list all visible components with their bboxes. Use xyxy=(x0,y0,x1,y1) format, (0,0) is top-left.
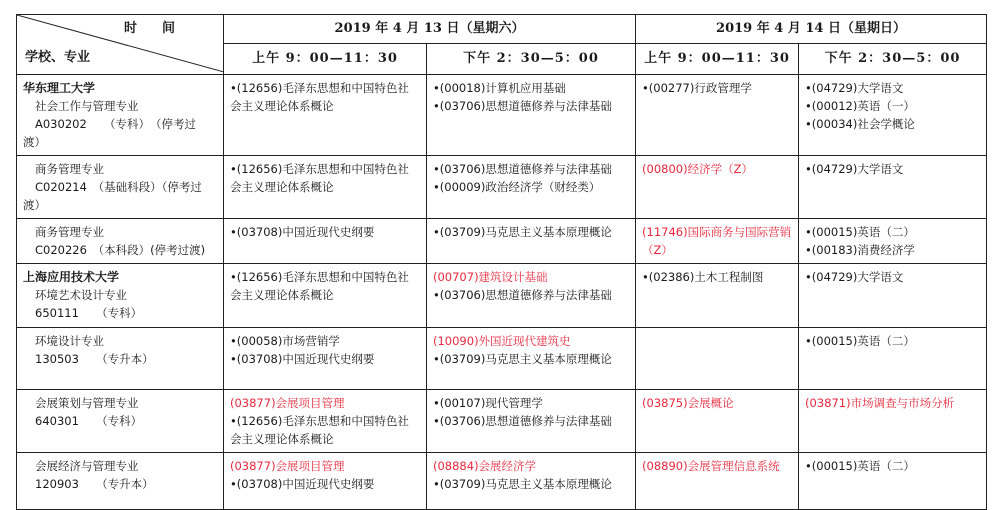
major-code: C020214 （基础科段）（停考过 xyxy=(35,180,202,194)
schedule-row xyxy=(17,264,987,328)
university-name: 上海应用技术大学 xyxy=(23,270,120,284)
exam-cell xyxy=(636,75,799,156)
exam-cell xyxy=(224,453,427,510)
course-entry: (08890)会展管理信息系统 xyxy=(642,459,780,473)
major-name: 环境设计专业 xyxy=(35,334,104,348)
school-major-cell xyxy=(17,328,224,390)
major-name: 社会工作与管理专业 xyxy=(35,99,139,113)
course-entry: •(00015)英语（二） xyxy=(805,334,915,348)
course-entry: •(03709)马克思主义基本原理概论 xyxy=(433,225,612,239)
date-header-day1: 2019 年 4 月 13 日（星期六） xyxy=(224,15,636,44)
course-entry: •(00277)行政管理学 xyxy=(642,81,752,95)
course-entry: •(03708)中国近现代史纲要 xyxy=(230,352,375,366)
exam-cell xyxy=(636,390,799,453)
exam-cell xyxy=(799,390,987,453)
exam-cell xyxy=(427,75,636,156)
course-entry: (03877)会展项目管理 xyxy=(230,459,345,473)
course-entry: •(00058)市场营销学 xyxy=(230,334,340,348)
session-header: 上午 9：00—11：30 xyxy=(224,44,427,75)
school-major-cell xyxy=(17,156,224,219)
session-header: 下午 2：30—5：00 xyxy=(799,44,987,75)
university-name: 华东理工大学 xyxy=(23,81,96,95)
exam-cell xyxy=(799,328,987,390)
school-major-cell xyxy=(17,390,224,453)
exam-cell xyxy=(636,264,799,328)
course-entry: •(03708)中国近现代史纲要 xyxy=(230,477,375,491)
course-entry: (03875)会展概论 xyxy=(642,396,734,410)
school-major-cell xyxy=(17,219,224,264)
corner-time-label: 时 间 xyxy=(123,21,181,36)
course-entry: •(00018)计算机应用基础 xyxy=(433,81,566,95)
course-entry: (08884)会展经济学 xyxy=(433,459,537,473)
session-header: 上午 9：00—11：30 xyxy=(636,44,799,75)
exam-cell xyxy=(799,75,987,156)
exam-cell xyxy=(636,219,799,264)
course-entry: •(03706)思想道德修养与法律基础 xyxy=(433,414,612,428)
schedule-row xyxy=(17,390,987,453)
course-entry: •(03708)中国近现代史纲要 xyxy=(230,225,375,239)
exam-cell xyxy=(224,75,427,156)
course-entry: (03871)市场调查与市场分析 xyxy=(805,396,955,410)
course-entry: •(04729)大学语文 xyxy=(805,270,904,284)
course-entry: •(12656)毛泽东思想和中国特色社会主义理论体系概论 xyxy=(230,414,409,446)
exam-cell xyxy=(224,219,427,264)
course-entry: •(03709)马克思主义基本原理概论 xyxy=(433,352,612,366)
major-name: 环境艺术设计专业 xyxy=(35,288,127,302)
exam-cell xyxy=(636,453,799,510)
course-entry: •(00183)消费经济学 xyxy=(805,243,915,257)
course-entry: (00707)建筑设计基础 xyxy=(433,270,548,284)
exam-cell xyxy=(427,264,636,328)
course-entry: •(04729)大学语文 xyxy=(805,81,904,95)
course-entry: •(03706)思想道德修养与法律基础 xyxy=(433,288,612,302)
major-name: 商务管理专业 xyxy=(35,225,104,239)
exam-cell xyxy=(224,264,427,328)
course-entry: •(00012)英语（一） xyxy=(805,99,915,113)
school-major-cell xyxy=(17,264,224,328)
course-entry: •(02386)土木工程制图 xyxy=(642,270,764,284)
major-code: 640301 （专科） xyxy=(35,414,143,428)
course-entry: (10090)外国近现代建筑史 xyxy=(433,334,571,348)
corner-school-label: 学校、专业 xyxy=(25,50,91,65)
exam-cell xyxy=(799,264,987,328)
exam-cell xyxy=(427,219,636,264)
major-code: 120903 （专升本） xyxy=(35,477,154,491)
course-entry: (00800)经济学（Z） xyxy=(642,162,753,176)
course-entry: •(00107)现代管理学 xyxy=(433,396,543,410)
session-header: 下午 2：30—5：00 xyxy=(427,44,636,75)
exam-cell xyxy=(224,390,427,453)
exam-cell xyxy=(636,328,799,390)
major-code: C020226 （本科段）(停考过渡) xyxy=(35,243,206,257)
corner-cell xyxy=(17,15,224,75)
exam-cell xyxy=(799,453,987,510)
exam-cell xyxy=(799,156,987,219)
course-entry: •(12656)毛泽东思想和中国特色社会主义理论体系概论 xyxy=(230,162,409,194)
school-major-cell xyxy=(17,453,224,510)
schedule-row xyxy=(17,328,987,390)
course-entry: •(12656)毛泽东思想和中国特色社会主义理论体系概论 xyxy=(230,81,409,113)
major-code: 650111 （专科） xyxy=(35,306,143,320)
exam-cell xyxy=(799,219,987,264)
exam-cell xyxy=(427,156,636,219)
major-code: 渡） xyxy=(23,198,46,212)
header-row-dates xyxy=(17,15,987,44)
school-major-cell xyxy=(17,75,224,156)
major-name: 会展经济与管理专业 xyxy=(35,459,139,473)
exam-cell xyxy=(224,328,427,390)
schedule-row xyxy=(17,156,987,219)
course-entry: •(00015)英语（二） xyxy=(805,459,915,473)
major-code: A030202 （专科） （停考过 xyxy=(35,117,197,131)
exam-cell xyxy=(636,156,799,219)
course-entry: •(00015)英语（二） xyxy=(805,225,915,239)
exam-cell xyxy=(427,453,636,510)
exam-cell xyxy=(224,156,427,219)
course-entry: (11746)国际商务与国际营销（Z） xyxy=(642,225,792,257)
course-entry: •(00009)政治经济学（财经类） xyxy=(433,180,601,194)
course-entry: •(04729)大学语文 xyxy=(805,162,904,176)
exam-cell xyxy=(427,328,636,390)
schedule-row xyxy=(17,75,987,156)
exam-cell xyxy=(427,390,636,453)
course-entry: •(12656)毛泽东思想和中国特色社会主义理论体系概论 xyxy=(230,270,409,302)
course-entry: (03877)会展项目管理 xyxy=(230,396,345,410)
course-entry: •(03706)思想道德修养与法律基础 xyxy=(433,99,612,113)
major-code: 130503 （专升本） xyxy=(35,352,154,366)
course-entry: •(03706)思想道德修养与法律基础 xyxy=(433,162,612,176)
major-name: 会展策划与管理专业 xyxy=(35,396,139,410)
course-entry: •(00034)社会学概论 xyxy=(805,117,915,131)
major-code: 渡） xyxy=(23,135,46,149)
schedule-row xyxy=(17,219,987,264)
schedule-row xyxy=(17,453,987,510)
course-entry: •(03709)马克思主义基本原理概论 xyxy=(433,477,612,491)
major-name: 商务管理专业 xyxy=(35,162,104,176)
exam-schedule-table xyxy=(16,14,987,510)
date-header-day2: 2019 年 4 月 14 日（星期日） xyxy=(636,15,987,44)
